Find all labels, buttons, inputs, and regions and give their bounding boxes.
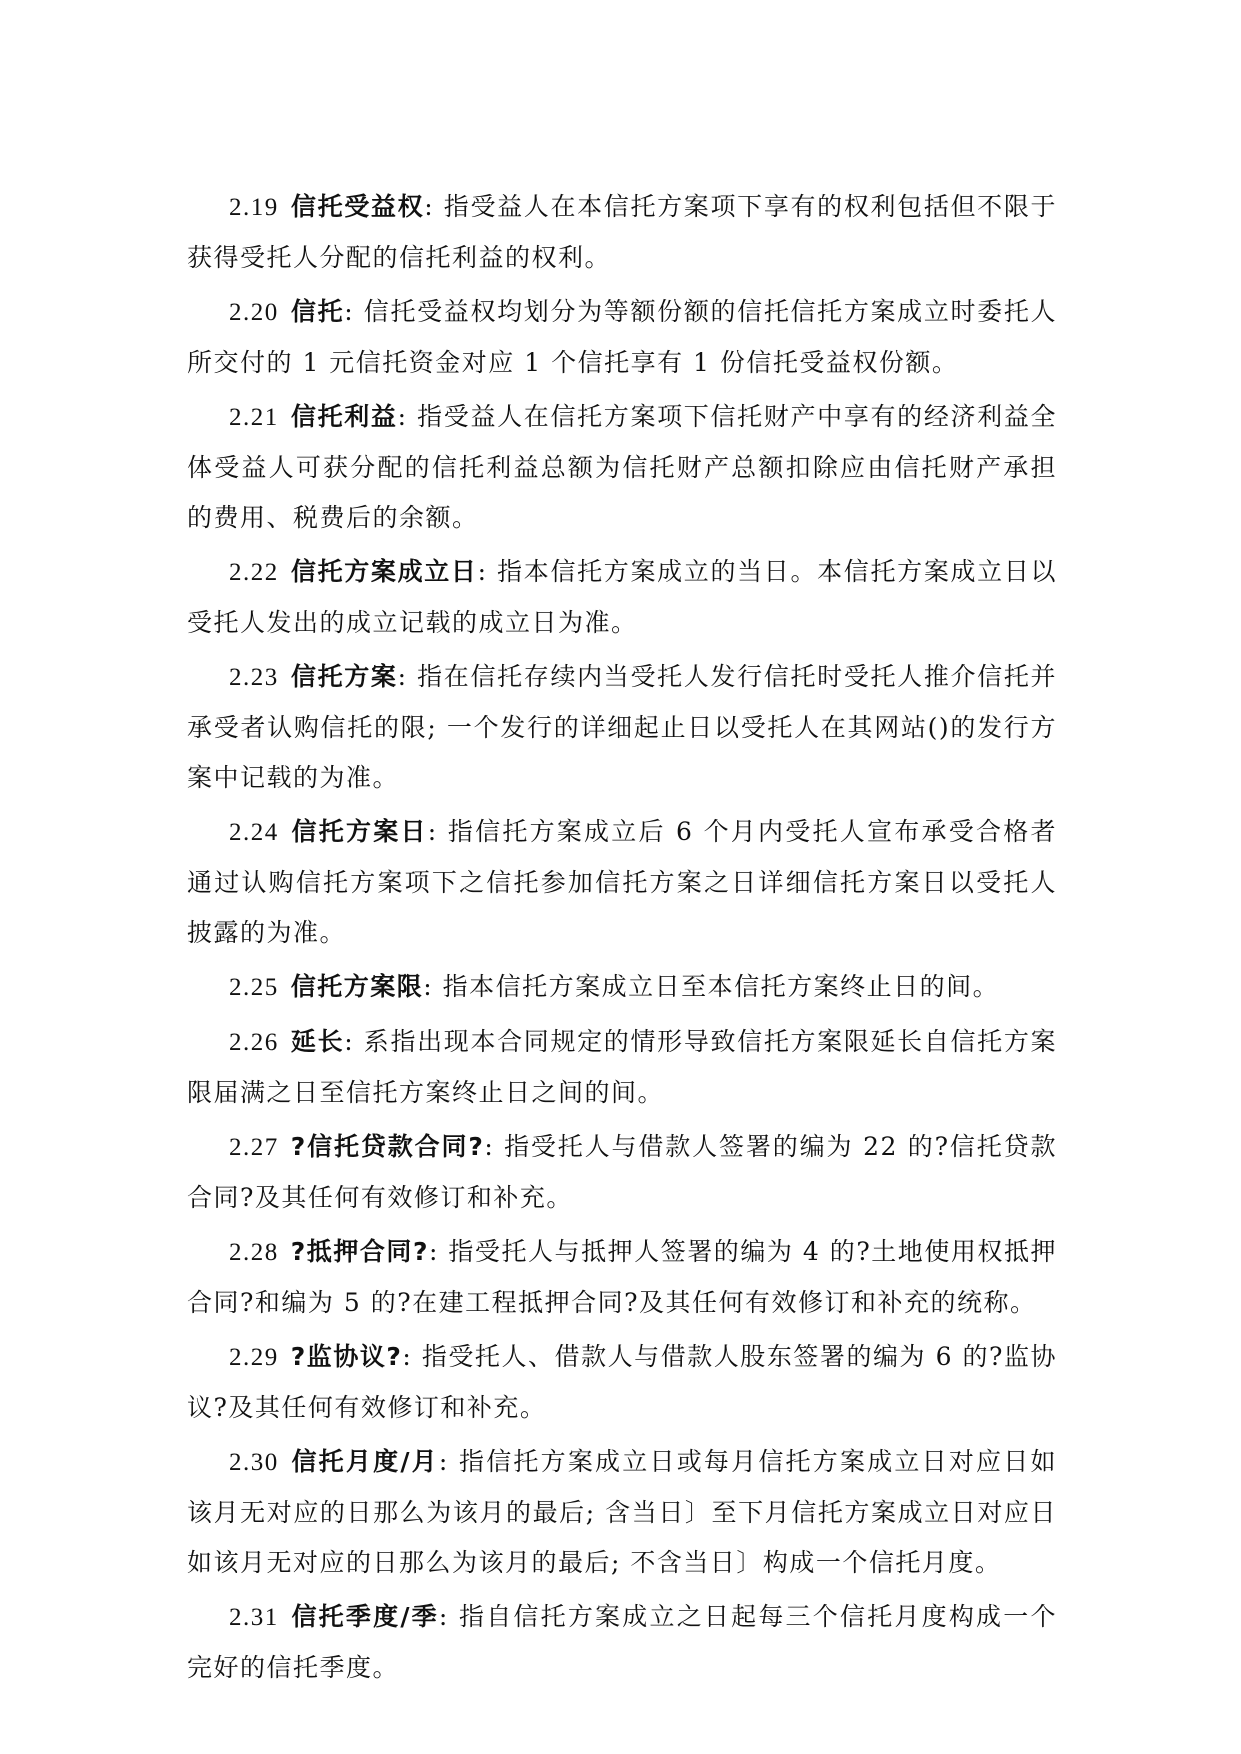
clause-number: 2.31 [229, 1604, 279, 1631]
clause-text: : 指受益人在信托方案项下信托财产中享有的经济利益全体受益人可获分配的信托利益总额为信托财产总额扣除应由信托财产承担的费用、税费后的余额。 [187, 402, 1057, 532]
clause-2-20 [187, 287, 1057, 388]
clause-number: 2.30 [229, 1449, 279, 1476]
clause-text: : 指受托人与借款人签署的编为 22 的?信托贷款合同?及其任何有效修订和补充。 [187, 1132, 1057, 1212]
clause-text: : 指受托人与抵押人签署的编为 4 的?土地使用权抵押合同?和编为 5 的?在建工程抵押合同?及其任何有效修订和补充的统称。 [187, 1237, 1057, 1317]
clause-2-23 [187, 652, 1057, 803]
clause-term: 延长 [290, 1027, 345, 1056]
clause-text: : 指受益人在本信托方案项下享有的权利包括但不限于获得受托人分配的信托利益的权利。 [187, 192, 1057, 272]
clause-list [187, 182, 1057, 1697]
clause-2-29 [187, 1332, 1057, 1433]
clause-number: 2.27 [229, 1134, 279, 1161]
clause-text: : 指在信托存续内当受托人发行信托时受托人推介信托并承受者认购信托的限; 一个发行的详细起止日以受托人在其网站()的发行方案中记载的为准。 [187, 662, 1057, 792]
clause-number: 2.21 [229, 404, 279, 431]
clause-text: : 指信托方案成立日或每月信托方案成立日对应日如该月无对应的日那么为该月的最后; 含当日〕至下月信托方案成立日对应日如该月无对应的日那么为该月的最后; 不含当日〕构成一个信托月度。 [187, 1447, 1057, 1577]
clause-2-19 [187, 182, 1057, 283]
clause-text: : 指信托方案成立后 6 个月内受托人宣布承受合格者通过认购信托方案项下之信托参加信托方案之日详细信托方案日以受托人披露的为准。 [187, 817, 1057, 947]
clause-2-26 [187, 1017, 1057, 1118]
clause-term: 信托受益权 [290, 192, 425, 221]
clause-term: 信托方案成立日 [290, 557, 478, 586]
clause-text: : 信托受益权均划分为等额份额的信托信托方案成立时委托人所交付的 1 元信托资金对应 1 个信托享有 1 份信托受益权份额。 [187, 297, 1057, 377]
clause-2-24 [187, 807, 1057, 958]
clause-term: 信托方案 [290, 662, 398, 691]
clause-2-28 [187, 1227, 1057, 1328]
clause-2-21 [187, 392, 1057, 543]
clause-term: ?监协议? [290, 1342, 403, 1371]
clause-number: 2.23 [229, 664, 279, 691]
clause-term: 信托方案限 [290, 972, 424, 1001]
clause-number: 2.19 [229, 194, 279, 221]
clause-number: 2.26 [229, 1029, 279, 1056]
clause-number: 2.29 [229, 1344, 279, 1371]
clause-2-22 [187, 547, 1057, 648]
clause-2-31 [187, 1592, 1057, 1693]
clause-number: 2.22 [229, 559, 279, 586]
clause-2-27 [187, 1122, 1057, 1223]
clause-number: 2.28 [229, 1239, 279, 1266]
clause-number: 2.20 [229, 299, 279, 326]
clause-term: ?抵押合同? [290, 1237, 429, 1266]
clause-number: 2.25 [229, 974, 279, 1001]
clause-term: 信托利益 [290, 402, 398, 431]
clause-text: : 指本信托方案成立日至本信托方案终止日的间。 [423, 972, 1000, 1001]
clause-number: 2.24 [229, 819, 279, 846]
clause-2-25 [187, 962, 1057, 1013]
clause-2-30 [187, 1437, 1057, 1588]
clause-term: 信托 [290, 297, 345, 326]
clause-text: : 系指出现本合同规定的情形导致信托方案限延长自信托方案限届满之日至信托方案终止日之间的间。 [187, 1027, 1057, 1107]
clause-text: : 指本信托方案成立的当日。本信托方案成立日以受托人发出的成立记载的成立日为准。 [187, 557, 1057, 637]
clause-term: 信托月度/月 [290, 1447, 439, 1476]
clause-text: : 指自信托方案成立之日起每三个信托月度构成一个完好的信托季度。 [187, 1602, 1057, 1682]
clause-text: : 指受托人、借款人与借款人股东签署的编为 6 的?监协议?及其任何有效修订和补充。 [187, 1342, 1057, 1422]
clause-term: 信托方案日 [290, 817, 428, 846]
clause-term: ?信托贷款合同? [290, 1132, 485, 1161]
clause-term: 信托季度/季 [290, 1602, 439, 1631]
